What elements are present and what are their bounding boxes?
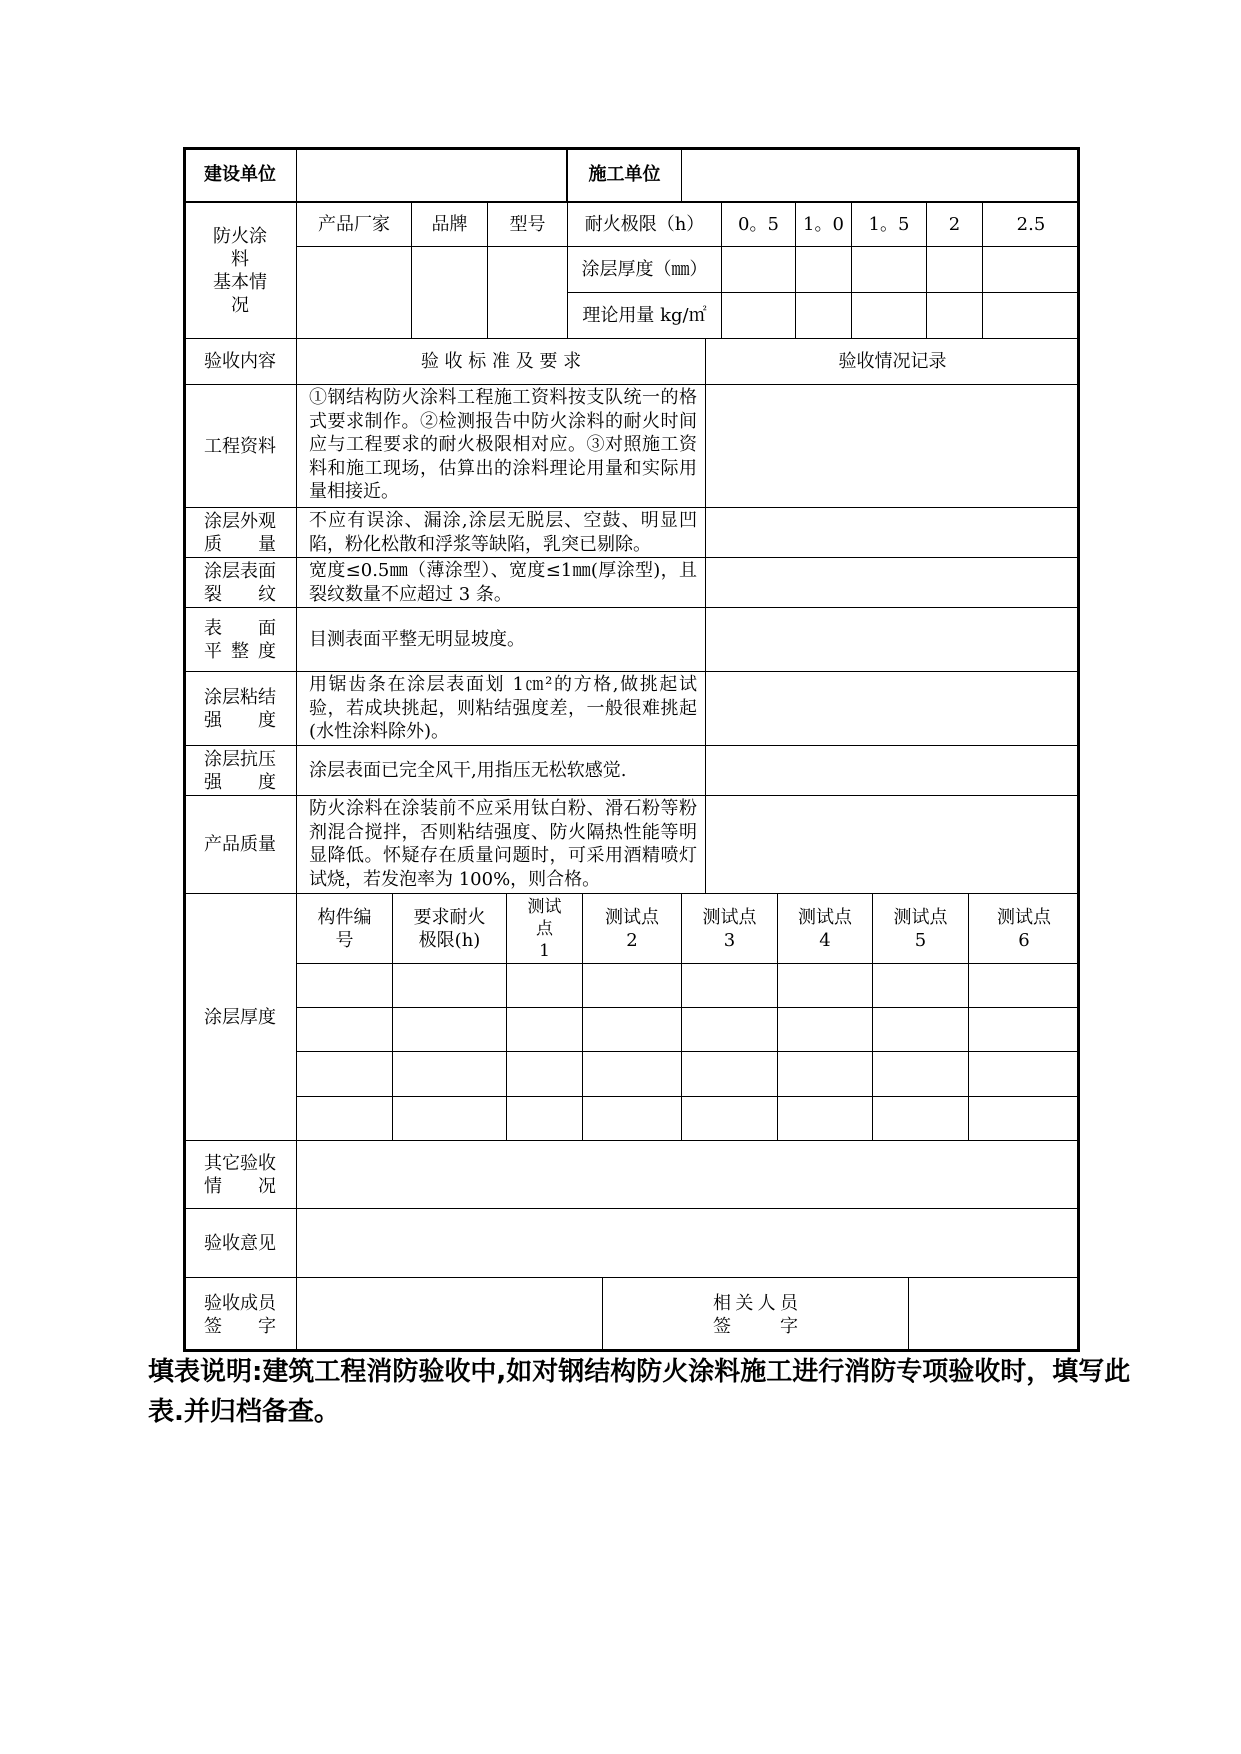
coating-info-label bbox=[184, 203, 296, 338]
other-field[interactable] bbox=[297, 1141, 1079, 1208]
item-record-field[interactable] bbox=[706, 385, 1079, 507]
test-point-header bbox=[969, 894, 1079, 963]
item-label-appearance bbox=[184, 508, 296, 557]
item-label-product-quality: 产品质量 bbox=[204, 834, 276, 855]
test-point-header bbox=[873, 894, 968, 963]
header-line: 5 bbox=[914, 929, 927, 951]
brand-label: 品牌 bbox=[431, 214, 468, 235]
content-column-label: 验收内容 bbox=[204, 351, 276, 372]
header-line: 点 bbox=[536, 918, 553, 939]
other-label bbox=[184, 1141, 296, 1208]
item-standard-cracks: 宽度≤0.5㎜（薄涂型）、宽度≤1㎜(厚涂型)，且裂纹数量不应超过 3 条。 bbox=[309, 560, 697, 605]
form-instructions-note: 填表说明:建筑工程消防验收中,如对钢结构防火涂料施工进行消防专项验收时，填写此表.并归档备查。 bbox=[148, 1357, 1131, 1427]
item-label-cracks bbox=[184, 558, 296, 607]
item-label-line1: 表面 bbox=[204, 617, 276, 639]
item-label-line1: 涂层表面 bbox=[204, 560, 276, 582]
related-signature-field[interactable] bbox=[909, 1278, 1079, 1351]
related-label-line2: 签字 bbox=[713, 1315, 798, 1337]
members-label-line1: 验收成员 bbox=[204, 1292, 276, 1314]
item-label-adhesion bbox=[184, 672, 296, 745]
item-label-line2: 强度 bbox=[204, 709, 276, 731]
related-signature-label bbox=[603, 1278, 908, 1351]
contractor-label: 施工单位 bbox=[588, 164, 661, 185]
item-label-line1: 涂层抗压 bbox=[204, 748, 276, 770]
members-label-line2: 签字 bbox=[204, 1315, 276, 1337]
item-standard-appearance: 不应有误涂、漏涂,涂层无脱层、空鼓、明显凹陷，粉化松散和浮浆等缺陷，乳突已剔除。 bbox=[309, 510, 697, 555]
item-label-documents: 工程资料 bbox=[204, 435, 276, 457]
test-point-header bbox=[583, 894, 681, 963]
contractor-field[interactable] bbox=[682, 148, 1079, 201]
record-column-label: 验收情况记录 bbox=[838, 351, 947, 372]
item-record-field[interactable] bbox=[706, 672, 1079, 745]
model-label: 型号 bbox=[509, 214, 546, 235]
item-label-line2: 强度 bbox=[204, 771, 276, 793]
thickness-label: 涂层厚度（㎜） bbox=[581, 259, 708, 280]
item-label-line2: 裂纹 bbox=[204, 583, 276, 605]
other-label-line2: 情况 bbox=[204, 1175, 276, 1197]
item-label-flatness bbox=[184, 608, 296, 671]
header-line: 测试点 bbox=[893, 906, 948, 928]
item-label-line1: 涂层粘结 bbox=[204, 686, 276, 708]
thickness-entry-grid[interactable] bbox=[297, 964, 1079, 1140]
item-record-field[interactable] bbox=[706, 796, 1079, 893]
header-line: 测试 bbox=[527, 896, 562, 917]
members-signature-label bbox=[184, 1278, 296, 1351]
item-record-field[interactable] bbox=[706, 746, 1079, 795]
test-point-header bbox=[682, 894, 777, 963]
item-standard-product-quality: 防火涂料在涂装前不应采用钛白粉、滑石粉等粉剂混合搅拌，否则粘结强度、防火隔热性能等明显降低。怀疑存在质量问题时，可采用酒精喷灯试烧，若发泡率为 100%，则合格。 bbox=[309, 798, 697, 890]
header-line: 测试点 bbox=[997, 906, 1051, 928]
fire-limit-value: 2 bbox=[948, 214, 961, 235]
members-signature-field[interactable] bbox=[297, 1278, 602, 1351]
item-standard-flatness: 目测表面平整无明显坡度。 bbox=[309, 629, 525, 650]
item-label-line2: 质量 bbox=[204, 533, 276, 555]
header-line: 测试点 bbox=[798, 906, 852, 928]
component-no-header bbox=[297, 894, 392, 963]
header-line: 6 bbox=[1018, 929, 1030, 951]
related-label-line1: 相关人员 bbox=[713, 1292, 798, 1314]
opinion-label: 验收意见 bbox=[204, 1232, 276, 1254]
test-point-header bbox=[507, 894, 582, 963]
thickness-table-label: 涂层厚度 bbox=[204, 1006, 276, 1028]
manufacturer-label: 产品厂家 bbox=[318, 214, 390, 235]
fire-limit-label: 耐火极限（h） bbox=[584, 214, 705, 235]
item-standard-adhesion: 用锯齿条在涂层表面划 1㎝²的方格,做挑起试验，若成块挑起，则粘结强度差，一般很难挑起(水性涂料除外)。 bbox=[309, 674, 697, 742]
item-record-field[interactable] bbox=[706, 558, 1079, 607]
construction-unit-field[interactable] bbox=[297, 148, 566, 201]
fire-limit-value: 0。5 bbox=[738, 214, 779, 235]
item-label-line2: 平整度 bbox=[204, 640, 276, 662]
coating-info-label-line2: 基本情况 bbox=[213, 271, 267, 316]
header-line: 要求耐火 bbox=[413, 906, 486, 928]
usage-label: 理论用量 kg/㎡ bbox=[582, 305, 707, 326]
fire-limit-value: 2.5 bbox=[1016, 214, 1046, 235]
required-limit-header bbox=[393, 894, 506, 963]
item-label-line1: 涂层外观 bbox=[204, 510, 276, 532]
header-line: 2 bbox=[626, 929, 638, 951]
item-record-field[interactable] bbox=[706, 608, 1079, 671]
test-point-header bbox=[778, 894, 872, 963]
item-record-field[interactable] bbox=[706, 508, 1079, 557]
header-line: 3 bbox=[723, 929, 736, 951]
header-line: 号 bbox=[335, 929, 354, 951]
standard-column-label: 验 收 标 准 及 要 求 bbox=[420, 351, 582, 372]
item-standard-compression: 涂层表面已完全风干,用指压无松软感觉. bbox=[309, 760, 627, 781]
item-standard-documents: ①钢结构防火涂料工程施工资料按支队统一的格式要求制作。②检测报告中防火涂料的耐火时间应与工程要求的耐火极限相对应。③对照施工资料和施工现场，估算出的涂料理论用量和实际用量相接近。 bbox=[309, 387, 697, 502]
header-line: 构件编 bbox=[317, 906, 372, 928]
fire-limit-value: 1。5 bbox=[868, 214, 910, 235]
opinion-field[interactable] bbox=[297, 1209, 1079, 1277]
header-line: 1 bbox=[539, 940, 550, 961]
header-line: 4 bbox=[819, 929, 831, 951]
construction-unit-label: 建设单位 bbox=[204, 164, 276, 185]
fire-limit-value: 1。0 bbox=[803, 214, 844, 235]
header-line: 极限(h) bbox=[418, 929, 481, 951]
other-label-line1: 其它验收 bbox=[204, 1152, 276, 1174]
item-label-compression bbox=[184, 746, 296, 795]
header-line: 测试点 bbox=[605, 906, 659, 928]
coating-info-label-line1: 防火涂料 bbox=[213, 225, 267, 270]
header-line: 测试点 bbox=[702, 906, 757, 928]
